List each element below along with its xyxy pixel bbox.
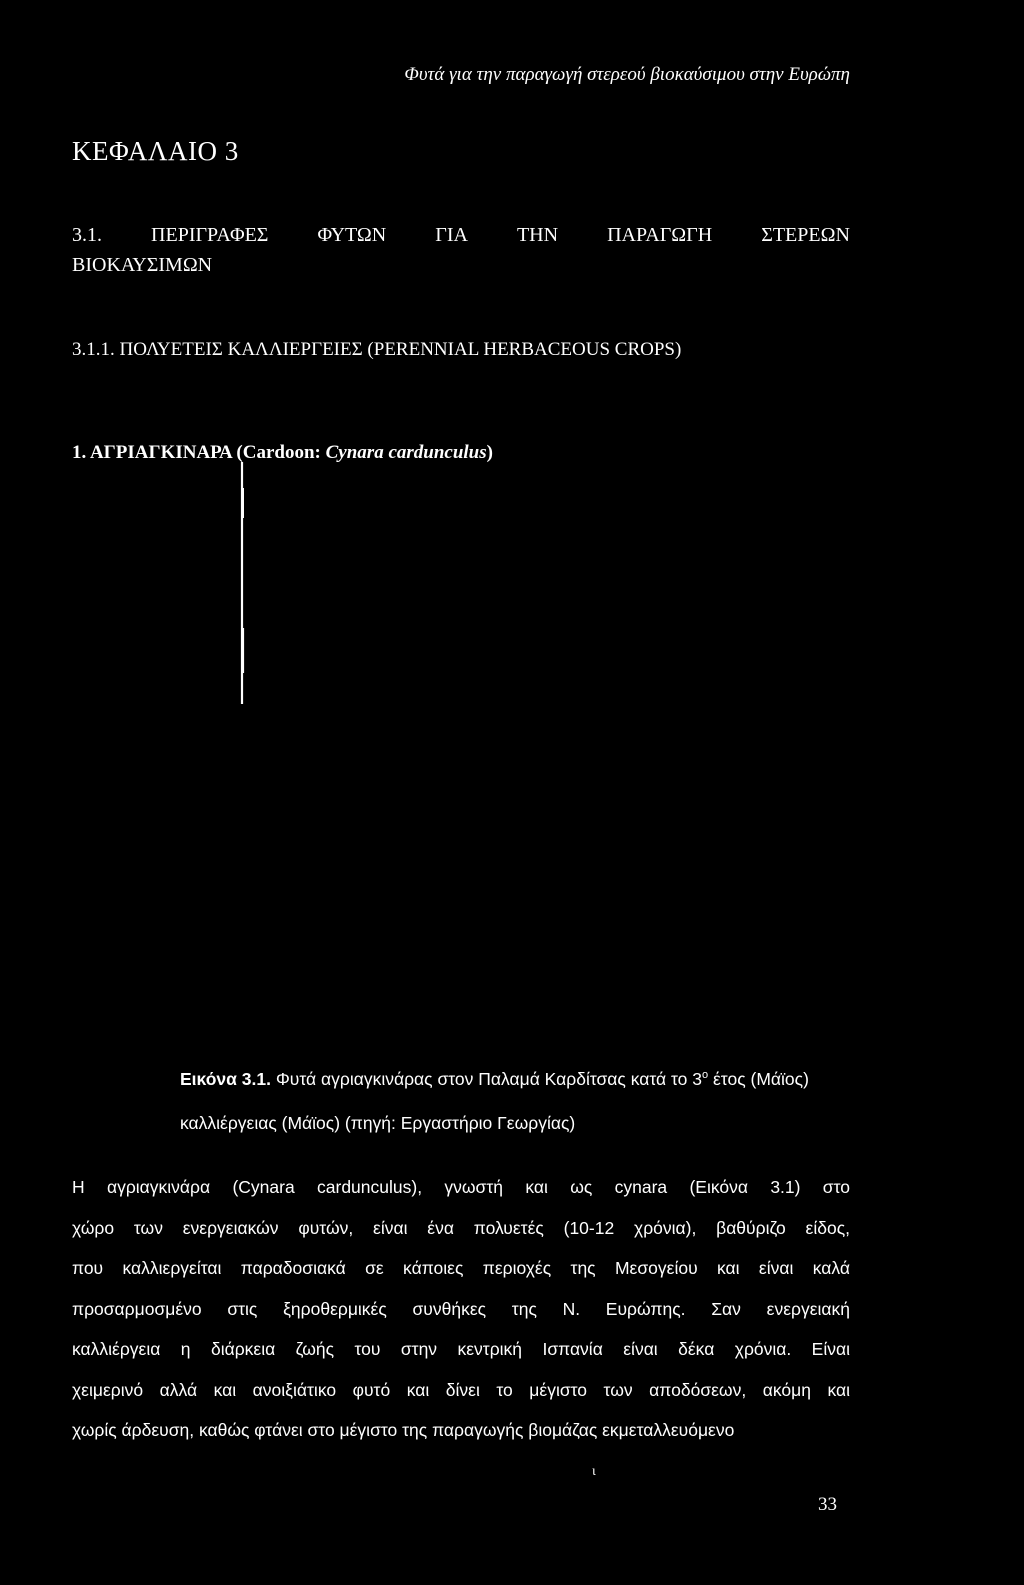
section-word: ΠΑΡΑΓΩΓΗ [607,224,713,246]
section-word: ΤΗΝ [516,224,559,246]
paragraph-line: καλλιέργεια η διάρκεια ζωής του στην κεντρική Ισπανία είναι δέκα χρόνια. Είναι [72,1339,850,1359]
paragraph-line: χώρο των ενεργειακών φυτών, είναι ένα πολυετές (10-12 χρόνια), βαθύριζο είδος, [72,1217,850,1238]
caption-text: έτος (Μάϊος) καλλιέργειας (Μάϊος) (πηγή: Εργαστήριο Γεωργίας) [180,1069,809,1133]
section-word: ΣΤΕΡΕΩΝ [761,224,850,246]
chapter-title: ΚΕΦΑΛΑΙΟ 3 [72,136,239,166]
figure-caption [180,1057,850,1145]
section-title [72,224,850,277]
paragraph-line: χωρίς άρδευση, καθώς φτάνει στο μέγιστο της παραγωγής βιομάζας εκμεταλλευόμενο [72,1420,735,1440]
caption-label: Εικόνα 3.1. [180,1069,271,1089]
section-title-line2: ΒΙΟΚΑΥΣΙΜΩΝ [72,254,213,276]
section-title-line1 [72,224,850,247]
paragraph-line: προσαρμοσμένο στις ξηροθερμικές συνθήκες της Ν. Ευρώπης. Σαν ενεργειακή [72,1298,850,1319]
item-title-species: Cynara cardunculus [325,442,487,463]
caption-superscript: ο [702,1069,709,1081]
paragraph-line: που καλλιεργείται παραδοσιακά σε κάποιες περιοχές της Μεσογείου και είναι καλά [72,1258,850,1278]
item-title-prefix: 1. ΑΓΡΙΑΓΚΙΝΑΡΑ (Cardoon: [72,442,326,463]
figure-image [190,458,630,718]
subsection-title: 3.1.1. ΠΟΛΥΕΤΕΙΣ ΚΑΛΛΙΕΡΓΕΙΕΣ (PERENNIAL HERBACEOUS CROPS) [72,339,682,360]
section-word: ΠΕΡΙΓΡΑΦΕΣ [151,224,269,246]
stray-mark: ι [592,1464,596,1479]
item-title-suffix: ) [486,442,493,463]
figure-artifact-lines [190,458,630,718]
section-number: 3.1. [72,224,102,246]
running-header: Φυτά για την παραγωγή στερεού βιοκαύσιμου στην Ευρώπη [404,64,850,85]
page-number: 33 [818,1494,837,1515]
body-paragraph [72,1167,850,1451]
paragraph-line: χειμερινό αλλά και ανοιξιάτικο φυτό και δίνει το μέγιστο των αποδόσεων, ακόμη και [72,1379,850,1400]
caption-text: Φυτά αγριαγκινάρας στον Παλαμά Καρδίτσας κατά το 3 [270,1069,703,1089]
section-word: ΓΙΑ [435,224,468,246]
paragraph-line: Η αγριαγκινάρα (Cynara cardunculus), γνωστή και ως cynara (Εικόνα 3.1) στο [72,1177,850,1197]
section-word: ΦΥΤΩΝ [317,224,387,246]
